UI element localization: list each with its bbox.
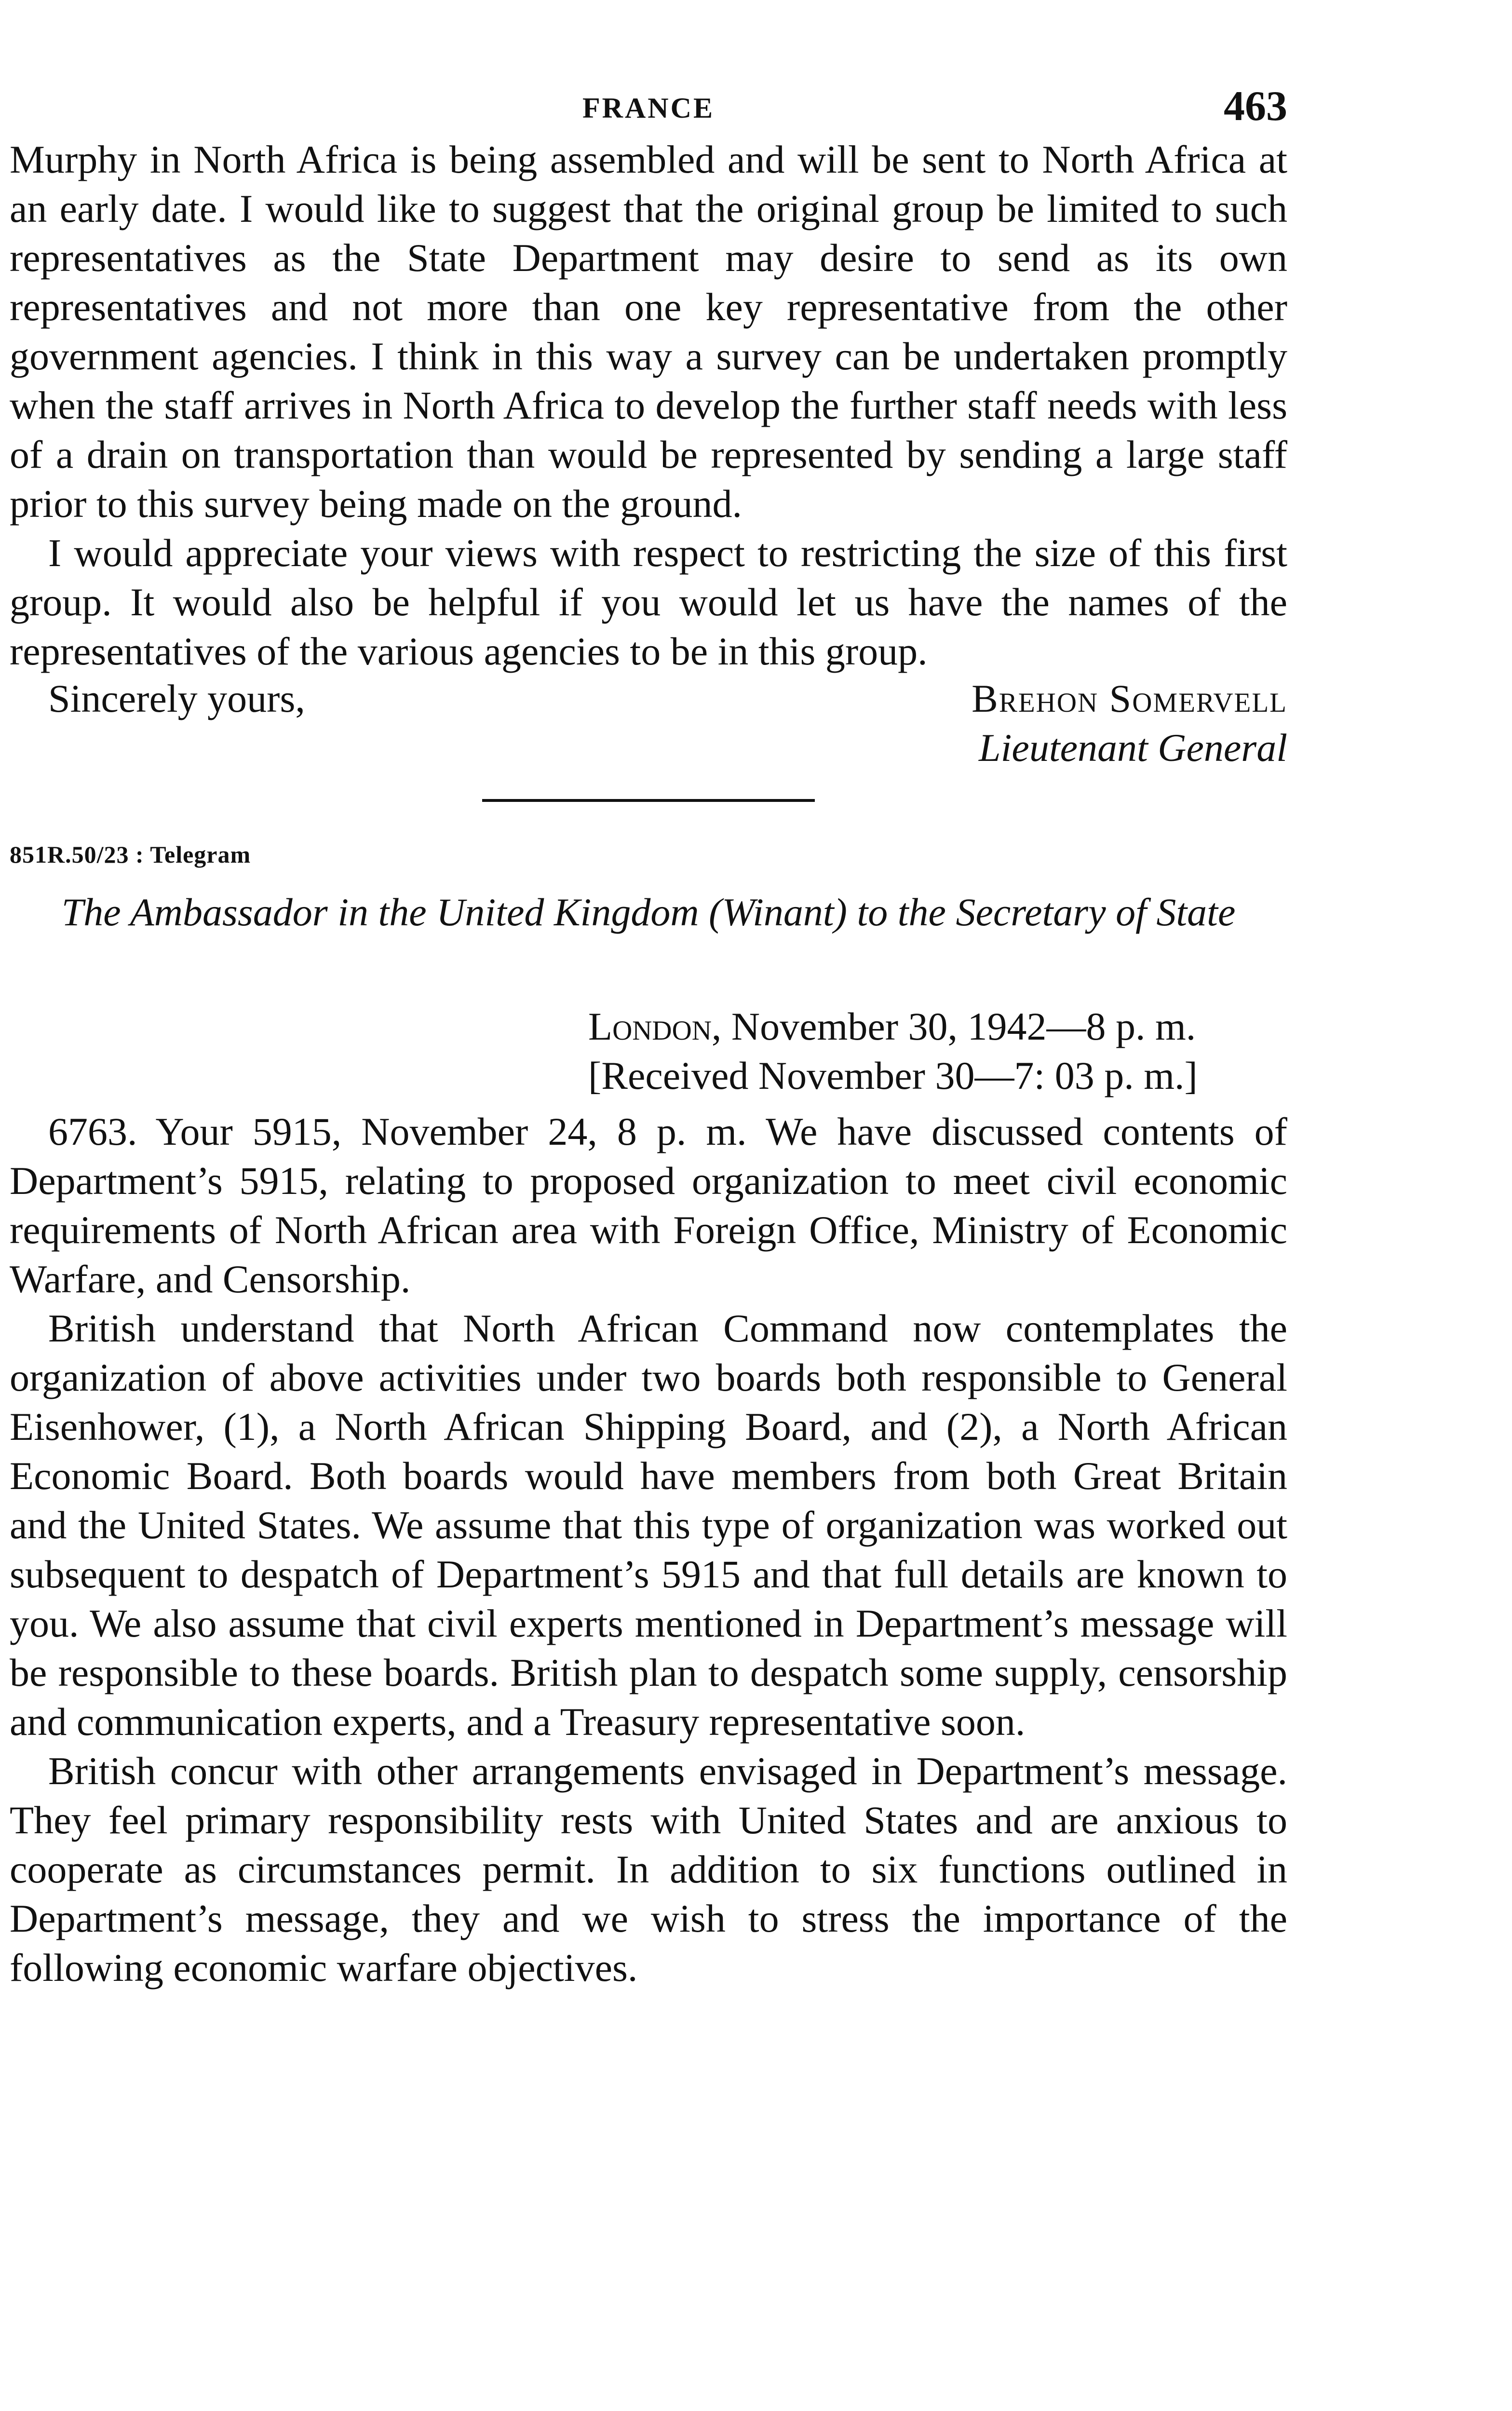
telegram-paragraph-2: British understand that North African Command now contemplates the organization of above activities under two boards both responsible to General Eisenhower, (1), a North African Shipping Board, and (2), a North African Economic Board. Both boards would have members from both Great Britain and the United States. We assume that this type of organization was worked out subsequent to despatch of Department’s 5915 and that full details are known to you. We also assume that civil experts mentioned in Department’s message will be responsible to these boards. British plan to despatch some supply, censorship and communication experts, and a Treasury representative soon. xyxy=(10,1306,1287,1744)
running-header xyxy=(10,77,1287,135)
dateline-received: [Received November 30—7: 03 p. m.] xyxy=(588,1054,1198,1097)
document-page xyxy=(10,77,1287,1992)
dateline xyxy=(10,1002,1287,1100)
dateline-sent xyxy=(588,1002,1287,1051)
signer-rank: Lieutenant General xyxy=(979,726,1287,770)
letter-closing xyxy=(10,676,1287,780)
header-title: FRANCE xyxy=(582,92,715,124)
page-number: 463 xyxy=(1224,83,1287,130)
signer-name: Brehon Somervell xyxy=(972,677,1287,720)
dateline-city: London, xyxy=(588,1004,722,1048)
complimentary-close: Sincerely yours, xyxy=(48,677,305,720)
dateline-date: November 30, 1942—8 p. m. xyxy=(731,1004,1196,1048)
telegram-paragraph-3: British concur with other arrangements envisaged in Department’s message. They feel primary responsibility rests with United States and are anxious to cooperate as circumstances permit. In addition to six functions outlined in Department’s message, they and we wish to stress the importance of the following economic warfare objectives. xyxy=(10,1749,1287,1990)
telegram-paragraph-1: 6763. Your 5915, November 24, 8 p. m. We have discussed contents of Department’s 5915, relating to proposed organization to meet civil economic requirements of North African area with Foreign Office, Ministry of Economic Warfare, and Censorship. xyxy=(10,1110,1287,1301)
telegram-body xyxy=(10,1107,1287,1992)
file-reference: 851R.50/23 : Telegram xyxy=(10,841,251,868)
document-title: The Ambassador in the United Kingdom (Winant) to the Secretary of State xyxy=(61,890,1236,934)
section-divider xyxy=(482,799,815,802)
letter-paragraph-2: I would appreciate your views with respect to restricting the size of this first group. It would also be helpful if you would let us have the names of the representatives of the various agencies to be in this group. xyxy=(10,531,1287,673)
letter-paragraph-1: Murphy in North Africa is being assembled and will be sent to North Africa at an early date. I would like to suggest that the original group be limited to such representatives as the State Department may desire to send as its own representatives and not more than one key representative from the other government agencies. I think in this way a survey can be undertaken promptly when the staff arrives in North Africa to develop the further staff needs with less of a drain on transportation than would be represented by sending a large staff prior to this survey being made on the ground. xyxy=(10,137,1287,526)
